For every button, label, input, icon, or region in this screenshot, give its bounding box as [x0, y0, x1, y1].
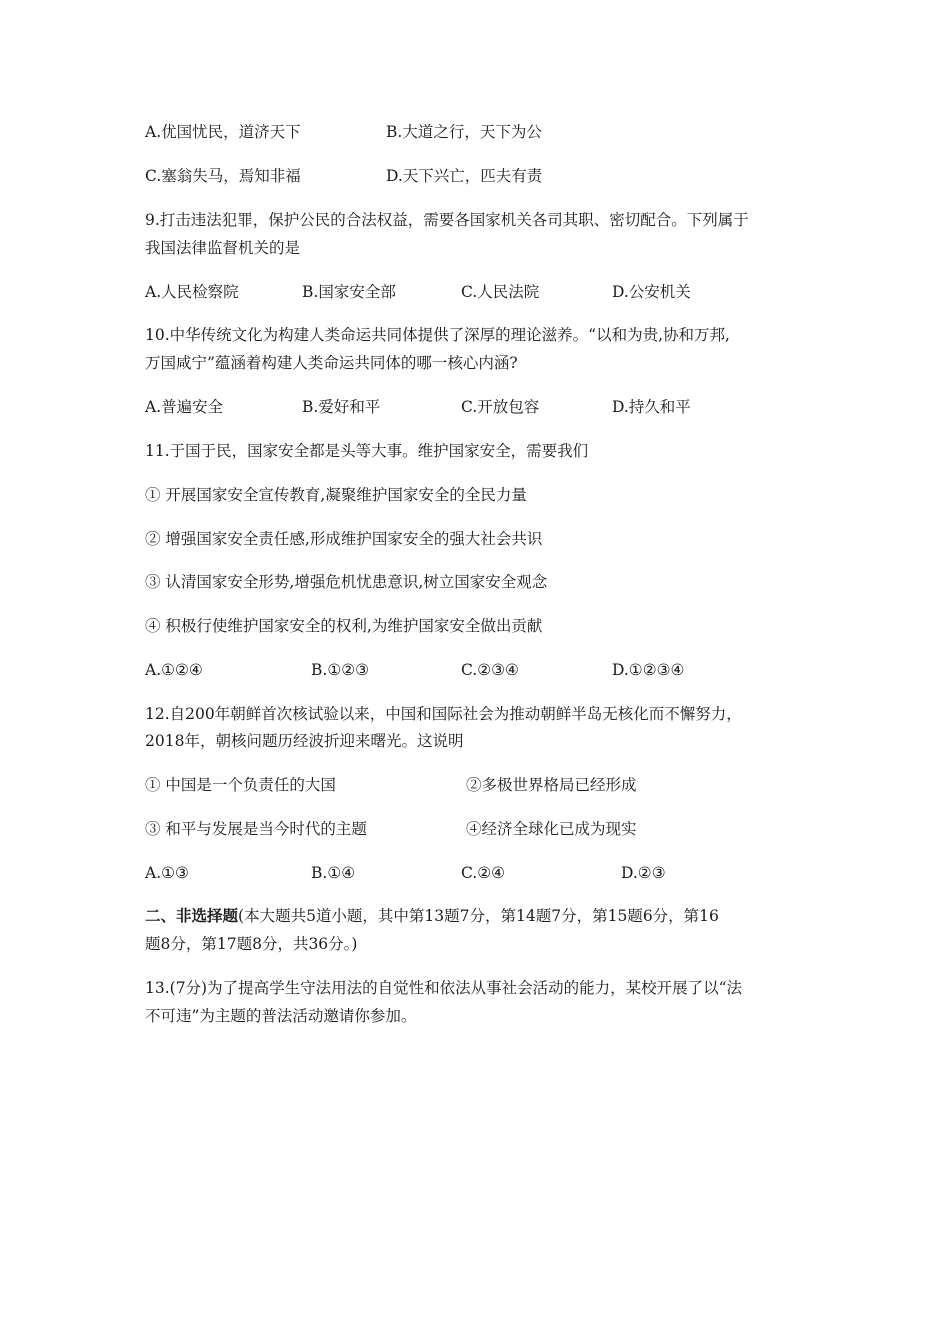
section2-line1: [145, 906, 719, 926]
q11-option-a: A.①②④: [145, 661, 203, 679]
q10-stem-line2: 万国咸宁”蕴涵着构建人类命运共同体的哪一核心内涵?: [145, 354, 518, 372]
q8-option-d: D.天下兴亡，匹夫有责: [386, 167, 543, 185]
q12-option-b: B.①④: [311, 864, 356, 882]
q9-option-d: D.公安机关: [612, 283, 691, 301]
q12-item-4: ④经济全球化已成为现实: [466, 820, 637, 838]
q12-option-c: C.②④: [461, 864, 506, 882]
q12-option-a: A.①③: [145, 864, 189, 882]
q9-option-c: C.人民法院: [461, 283, 540, 301]
q10-option-a: A.普遍安全: [145, 398, 224, 416]
q11-item-1: ① 开展国家安全宣传教育,凝聚维护国家安全的全民力量: [145, 486, 527, 504]
q11-item-2: ② 增强国家安全责任感,形成维护国家安全的强大社会共识: [145, 530, 543, 548]
q11-option-c: C.②③④: [461, 661, 519, 679]
q9-option-b: B.国家安全部: [302, 283, 396, 301]
q12-option-d: D.②③: [621, 864, 666, 882]
q12-item-3: ③ 和平与发展是当今时代的主题: [145, 820, 367, 838]
q11-option-b: B.①②③: [311, 661, 370, 679]
q13-stem-line2: 不可违”为主题的普法活动邀请你参加。: [145, 1007, 417, 1025]
q10-option-d: D.持久和平: [612, 398, 691, 416]
section2-desc-line2: 题8分，第17题8分，共36分。): [145, 935, 358, 953]
q8-option-b: B.大道之行，天下为公: [386, 123, 542, 141]
q10-stem-line1: 10.中华传统文化为构建人类命运共同体提供了深厚的理论滋养。“以和为贵,协和万邦,: [145, 326, 730, 344]
section2-desc-line1: (本大题共5道小题，其中第13题7分，第14题7分，第15题6分，第16: [238, 907, 719, 925]
q9-option-a: A.人民检察院: [145, 283, 239, 301]
q11-option-d: D.①②③④: [612, 661, 685, 679]
q9-stem-line1: 9.打击违法犯罪，保护公民的合法权益，需要各国家机关各司其职、密切配合。下列属于: [145, 211, 749, 229]
q11-item-3: ③ 认清国家安全形势,增强危机忧患意识,树立国家安全观念: [145, 573, 548, 591]
q12-item-2: ②多极世界格局已经形成: [466, 776, 637, 794]
q11-item-4: ④ 积极行使维护国家安全的权利,为维护国家安全做出贡献: [145, 617, 543, 635]
q9-stem-line2: 我国法律监督机关的是: [145, 239, 301, 257]
q12-stem-line2: 2018年，朝核问题历经波折迎来曙光。这说明: [145, 732, 464, 750]
q10-option-b: B.爱好和平: [302, 398, 381, 416]
q8-option-c: C.塞翁失马，焉知非福: [145, 167, 301, 185]
section2-heading: 二、非选择题: [145, 906, 239, 925]
q12-stem-line1: 12.自200年朝鲜首次核试验以来，中国和国际社会为推动朝鲜半岛无核化而不懈努力，: [145, 705, 742, 723]
q8-option-a: A.优国忧民，道济天下: [145, 123, 301, 141]
q11-stem: 11.于国于民，国家安全都是头等大事。维护国家安全，需要我们: [145, 442, 589, 460]
q13-stem-line1: 13.(7分)为了提高学生守法用法的自觉性和依法从事社会活动的能力，某校开展了以“法: [145, 979, 743, 997]
q10-option-c: C.开放包容: [461, 398, 540, 416]
q12-item-1: ① 中国是一个负责任的大国: [145, 776, 336, 794]
